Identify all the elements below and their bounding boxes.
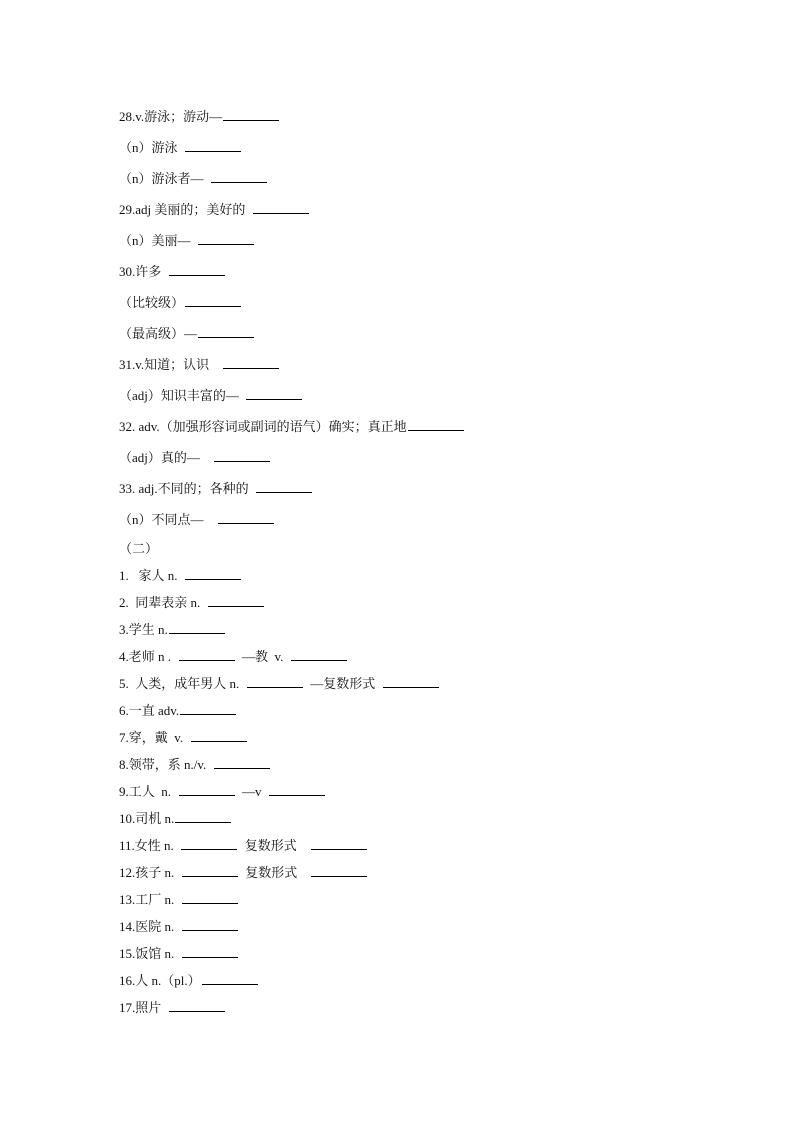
exercise-line [119, 697, 719, 724]
answer-blank[interactable] [383, 686, 439, 688]
answer-blank[interactable] [169, 1010, 225, 1012]
exercise-text: （n）游泳者— [119, 171, 211, 186]
answer-blank[interactable] [169, 632, 225, 634]
exercise-line [119, 643, 719, 670]
answer-blank[interactable] [253, 212, 309, 214]
answer-blank[interactable] [311, 875, 367, 877]
exercise-line [119, 411, 719, 442]
exercise-text: 7.穿，戴 v. [119, 730, 190, 745]
answer-blank[interactable] [247, 686, 303, 688]
exercise-text: 33. adj.不同的；各种的 [119, 481, 256, 496]
exercise-line [119, 778, 719, 805]
exercise-text: 14.医院 n. [119, 919, 181, 934]
exercise-line [119, 380, 719, 411]
vocabulary-exercise-list [119, 101, 719, 1021]
exercise-text: 3.学生 n. [119, 622, 168, 637]
exercise-text: （adj）真的— [119, 450, 213, 465]
answer-blank[interactable] [179, 794, 235, 796]
answer-blank[interactable] [185, 150, 241, 152]
exercise-line [119, 994, 719, 1021]
exercise-line [119, 349, 719, 380]
answer-blank[interactable] [198, 243, 254, 245]
answer-blank[interactable] [180, 713, 236, 715]
exercise-text: 6.一直 adv. [119, 703, 180, 718]
exercise-line [119, 859, 719, 886]
exercise-text: 9.工人 n. [119, 784, 178, 799]
exercise-text: （最高级）— [119, 326, 198, 341]
exercise-line [119, 967, 719, 994]
exercise-line [119, 163, 719, 194]
answer-blank[interactable] [182, 929, 238, 931]
exercise-line [119, 256, 719, 287]
exercise-text: 11.女性 n. [119, 838, 181, 853]
exercise-text: 13.工厂 n. [119, 892, 181, 907]
exercise-text: （二） [119, 541, 159, 556]
exercise-line [119, 562, 719, 589]
exercise-text: —复数形式 [303, 676, 382, 691]
exercise-text: 28.v.游泳；游动— [119, 109, 223, 124]
answer-blank[interactable] [311, 848, 367, 850]
exercise-line [119, 101, 719, 132]
answer-blank[interactable] [291, 659, 347, 661]
exercise-text: 29.adj 美丽的；美好的 [119, 202, 252, 217]
exercise-text: 16.人 n.（pl.） [119, 973, 201, 988]
exercise-line [119, 913, 719, 940]
exercise-text: 15.饭馆 n. [119, 946, 181, 961]
answer-blank[interactable] [256, 491, 312, 493]
exercise-text: （adj）知识丰富的— [119, 388, 246, 403]
exercise-line [119, 832, 719, 859]
exercise-line [119, 724, 719, 751]
exercise-line [119, 504, 719, 535]
answer-blank[interactable] [182, 875, 238, 877]
answer-blank[interactable] [214, 767, 270, 769]
exercise-text: 复数形式 [238, 838, 310, 853]
answer-blank[interactable] [182, 956, 238, 958]
exercise-line [119, 589, 719, 616]
exercise-text: 1. 家人 n. [119, 568, 185, 583]
exercise-text: 12.孩子 n. [119, 865, 181, 880]
exercise-line [119, 442, 719, 473]
exercise-text: 5. 人类，成年男人 n. [119, 676, 246, 691]
answer-blank[interactable] [223, 367, 279, 369]
exercise-line [119, 670, 719, 697]
answer-blank[interactable] [211, 181, 267, 183]
answer-blank[interactable] [181, 848, 237, 850]
answer-blank[interactable] [218, 522, 274, 524]
answer-blank[interactable] [208, 605, 264, 607]
exercise-text: （比较级） [119, 295, 185, 310]
exercise-text: 10.司机 n. [119, 811, 175, 826]
answer-blank[interactable] [246, 398, 302, 400]
exercise-line [119, 473, 719, 504]
answer-blank[interactable] [185, 305, 241, 307]
exercise-line [119, 132, 719, 163]
exercise-text: （n）美丽— [119, 233, 198, 248]
exercise-text: 30.许多 [119, 264, 168, 279]
answer-blank[interactable] [191, 740, 247, 742]
exercise-text: （n）游泳 [119, 140, 185, 155]
exercise-text: 32. adv.（加强形容词或副词的语气）确实；真正地 [119, 419, 407, 434]
exercise-line [119, 225, 719, 256]
exercise-line [119, 751, 719, 778]
answer-blank[interactable] [185, 578, 241, 580]
exercise-line [119, 940, 719, 967]
exercise-text: —教 v. [235, 649, 290, 664]
answer-blank[interactable] [169, 274, 225, 276]
answer-blank[interactable] [408, 429, 464, 431]
exercise-line [119, 886, 719, 913]
exercise-line [119, 318, 719, 349]
exercise-text: 8.领带，系 n./v. [119, 757, 213, 772]
exercise-text: 2. 同辈表亲 n. [119, 595, 207, 610]
exercise-text: 复数形式 [238, 865, 311, 880]
answer-blank[interactable] [202, 983, 258, 985]
exercise-line [119, 287, 719, 318]
exercise-text: 4.老师 n . [119, 649, 178, 664]
exercise-text: 31.v.知道；认识 [119, 357, 223, 372]
exercise-text: （n）不同点— [119, 512, 217, 527]
answer-blank[interactable] [182, 902, 238, 904]
exercise-line [119, 616, 719, 643]
exercise-line [119, 805, 719, 832]
answer-blank[interactable] [179, 659, 235, 661]
answer-blank[interactable] [223, 119, 279, 121]
exercise-text: —v [235, 784, 269, 799]
answer-blank[interactable] [198, 336, 254, 338]
answer-blank[interactable] [175, 821, 231, 823]
answer-blank[interactable] [269, 794, 325, 796]
answer-blank[interactable] [214, 460, 270, 462]
exercise-text: 17.照片 [119, 1000, 168, 1015]
exercise-line [119, 535, 719, 562]
exercise-line [119, 194, 719, 225]
